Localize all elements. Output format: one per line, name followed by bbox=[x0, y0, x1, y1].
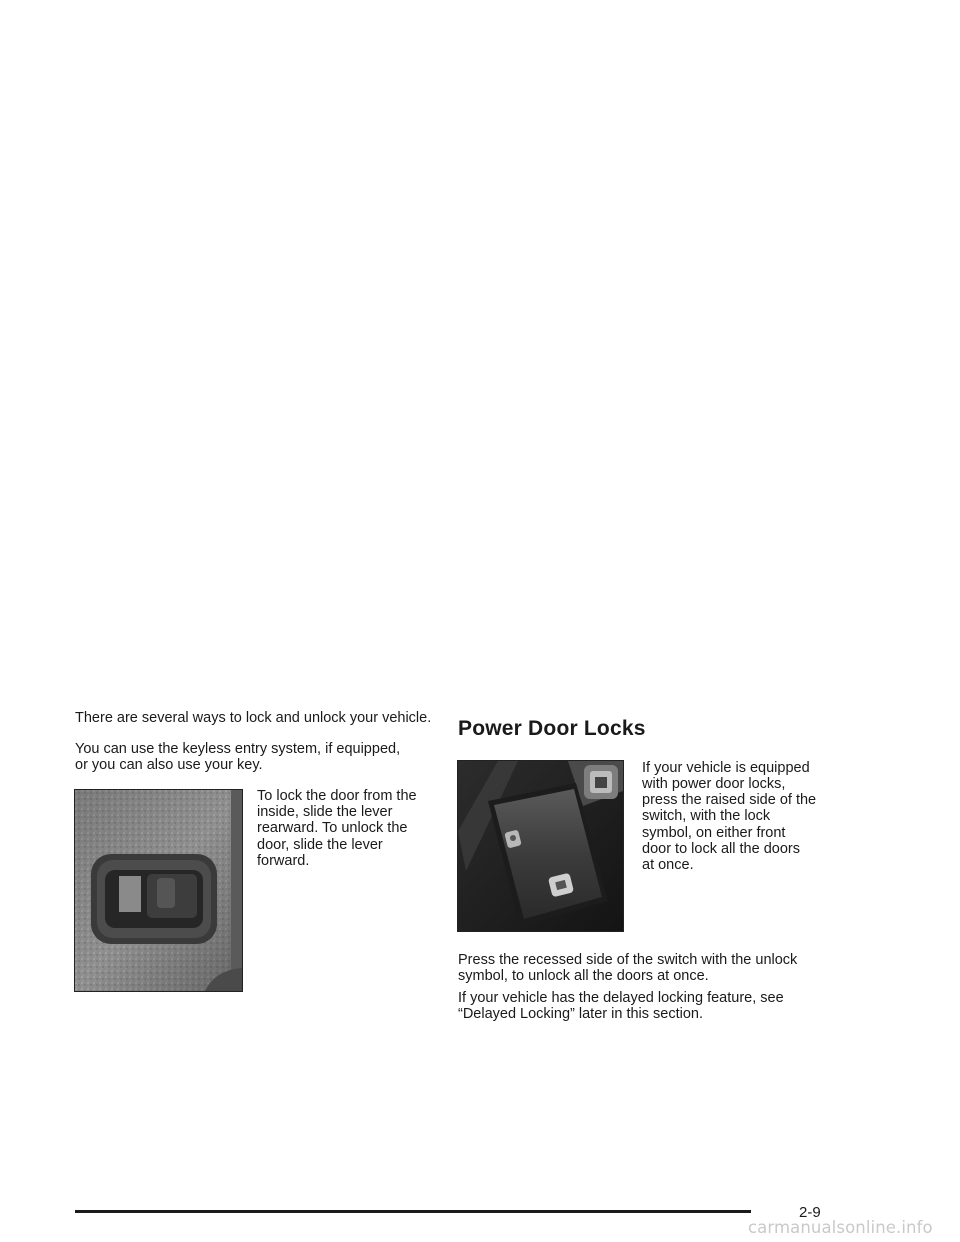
footer-rule bbox=[75, 1210, 751, 1213]
manual-lock-line: inside, slide the lever bbox=[257, 804, 393, 820]
unlock-paragraph-line2: symbol, to unlock all the doors at once. bbox=[458, 968, 709, 984]
page-number: 2-9 bbox=[799, 1204, 821, 1221]
power-lock-line: If your vehicle is equipped bbox=[642, 760, 810, 776]
watermark: carmanualsonline.info bbox=[748, 1218, 933, 1237]
keyless-paragraph-line2: or you can also use your key. bbox=[75, 757, 263, 773]
manual-lock-line: rearward. To unlock the bbox=[257, 820, 408, 836]
delayed-locking-line2: “Delayed Locking” later in this section. bbox=[458, 1006, 704, 1022]
power-lock-line: with power door locks, bbox=[642, 776, 786, 792]
keyless-paragraph-line1: You can use the keyless entry system, if equipped, bbox=[75, 741, 401, 757]
manual-lock-line: forward. bbox=[257, 853, 310, 869]
power-lock-line: press the raised side of the bbox=[642, 792, 817, 808]
manual-door-lock-photo bbox=[74, 789, 243, 992]
intro-paragraph: There are several ways to lock and unlock your vehicle. bbox=[75, 710, 432, 726]
power-lock-line: symbol, on either front bbox=[642, 825, 786, 841]
delayed-locking-line1: If your vehicle has the delayed locking feature, see bbox=[458, 990, 784, 1006]
section-heading: Power Door Locks bbox=[458, 717, 646, 740]
door-lock-lever-image bbox=[75, 790, 242, 991]
power-door-lock-photo bbox=[457, 760, 624, 932]
power-lock-line: at once. bbox=[642, 857, 694, 873]
manual-lock-line: door, slide the lever bbox=[257, 837, 383, 853]
power-lock-line: switch, with the lock bbox=[642, 808, 771, 824]
manual-lock-line: To lock the door from the bbox=[257, 788, 417, 804]
power-lock-line: door to lock all the doors bbox=[642, 841, 800, 857]
unlock-paragraph-line1: Press the recessed side of the switch with the unlock bbox=[458, 952, 798, 968]
power-lock-switch-image bbox=[458, 761, 623, 931]
